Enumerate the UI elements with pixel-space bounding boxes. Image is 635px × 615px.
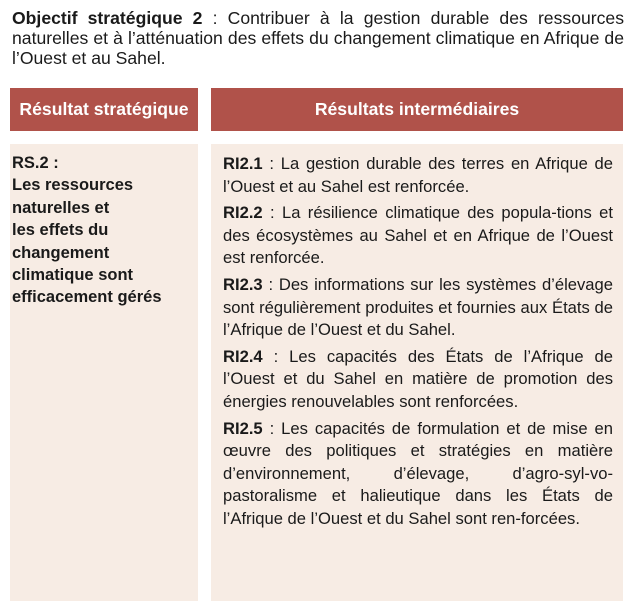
intermediate-result-item [223, 153, 613, 198]
intermediate-result-item [223, 346, 613, 414]
objective-label: Objectif stratégique 2 [12, 8, 203, 28]
objective-text: : Contribuer à la gestion durable des ressources naturelles et à l’atténuation des effets du changement climatique en Afrique de l’Ouest et au Sahel. [12, 8, 624, 68]
objective-statement [12, 8, 624, 68]
ri-code: RI2.3 [223, 274, 263, 294]
rs-code: RS.2 : [12, 154, 59, 172]
intermediate-result-item [223, 202, 613, 270]
ri-text: : Des informations sur les systèmes d’élevage sont régulièrement produites et fournies aux États de l’Afrique de l’Ouest et du Sahel. [223, 274, 613, 340]
ri-text: : La gestion durable des terres en Afrique de l’Ouest et au Sahel est renforcée. [223, 154, 613, 196]
rs-line: naturelles et [12, 198, 110, 217]
ri-code: RI2.2 [223, 203, 263, 223]
strategic-result-text [12, 152, 182, 309]
intermediate-result-item [223, 418, 613, 531]
rs-line: changement [12, 243, 110, 262]
rs-line: efficacement gérés [12, 288, 162, 307]
rs-line: Les ressources [12, 176, 134, 195]
header-strategic-result: Résultat stratégique [10, 88, 198, 131]
rs-line: climatique sont [12, 266, 134, 285]
ri-code: RI2.4 [223, 346, 263, 366]
rs-line: les effets du [12, 221, 109, 240]
ri-text: : La résilience climatique des popula-tions et des écosystèmes au Sahel et en Afrique de l’Ouest est renforcée. [223, 203, 613, 268]
ri-code: RI2.1 [223, 154, 263, 173]
ri-code: RI2.5 [223, 418, 263, 438]
header-intermediate-results: Résultats intermédiaires [211, 88, 623, 131]
ri-text: : Les capacités de formulation et de mise en œuvre des politiques et stratégies en matière d’environnement, d’élevage, d’agro-syl-vo-pastoralisme et halieutique dans les États de l’Afrique de l’Ouest et du Sahel sont ren-forcées. [223, 418, 613, 528]
intermediate-results-cell [211, 144, 623, 601]
ri-text: : Les capacités des États de l’Afrique de l’Ouest et du Sahel en matière de promotion des énergies renouvelables sont renforcées. [223, 346, 613, 411]
intermediate-result-item [223, 274, 613, 342]
